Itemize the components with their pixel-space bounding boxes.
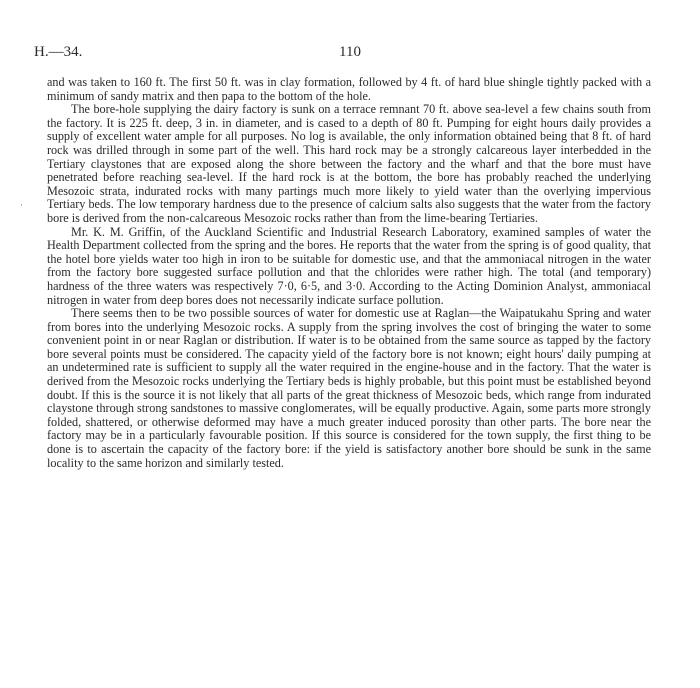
paragraph-water-analysis: Mr. K. M. Griffin, of the Auckland Scientific and Industrial Research Laboratory, examined samples of water the Health Department collected from the spring and the bores. He reports that the water from the spring is of good quality, that the hotel bore yields water too high in iron to be suitable for domestic use, and that the ammoniacal nitrogen in the water from the factory bore suggested surface pollution and that the chlorides were rather high. The total (and temporary) hardness of the three waters was respectively 7·0, 6·5, and 3·0. According to the Acting Dominion Analyst, ammoniacal nitrogen in water from deep bores does not necessarily indicate surface pollution. (47, 224, 651, 307)
report-reference: H.—34. (34, 44, 83, 60)
page-number: 110 (339, 44, 361, 60)
paragraph-water-sources: There seems then to be two possible sources of water for domestic use at Raglan—the Waipatukahu Spring and water from bores into the underlying Mesozoic rocks. A supply from the spring involves the cost of bringing the water to some convenient point in or near Raglan or distribution. If water is to be obtained from the same source as tapped by the factory bore several points must be considered. The capacity yield of the factory bore is not known; eight hours' daily pumping at an undetermined rate is sufficient to supply all the water required in the engine-house and in the factory. That the water is derived from the Mesozoic rocks underlying the Tertiary beds is highly probable, but this point must be established beyond doubt. If this is the source it is not likely that all parts of the great thickness of Mesozoic beds, which range from indurated claystone through strong sandstones to massive conglomerates, will be equally productive. Again, some parts more strongly folded, shattered, or otherwise deformed may have a much greater induced porosity than other parts. The bore near the factory may be in a particularly favourable position. If this source is considered for the town supply, the first thing to be done is to ascertain the capacity of the factory bore: if the yield is satisfactory another bore should be sunk in the same locality to the same horizon and similarly tested. (47, 306, 651, 470)
paragraph-continuation: and was taken to 160 ft. The first 50 ft. was in clay formation, followed by 4 ft. of hard blue shingle tightly packed with a minimum of sandy matrix and then papa to the bottom of the hole. (47, 75, 651, 103)
document-body (47, 76, 651, 470)
paragraph-dairy-factory-bore: The bore-hole supplying the dairy factory is sunk on a terrace remnant 70 ft. above sea-level a few chains south from the factory. It is 225 ft. deep, 3 in. in diameter, and is cased to a depth of 80 ft. Pumping for eight hours daily provides a supply of excellent water ample for all purposes. No log is available, the only information obtained being that 8 ft. of hard rock was drilled through in some part of the well. This hard rock may be a strongly calcareous layer interbedded in the Tertiary claystones that are exposed along the shore between the factory and the wharf and that the bore must have penetrated before reaching sea-level. If the hard rock is at the bottom, the bore has probably reached the underlying Mesozoic strata, indurated rocks with many partings much more likely to yield water than the overlying impervious Tertiary beds. The low temporary hardness due to the presence of calcium salts also suggests that the water from the factory bore is derived from the non-calcareous Mesozoic rocks rather than from the lime-bearing Tertiaries. (47, 102, 651, 225)
page-header (34, 44, 666, 64)
scan-mark: · (20, 200, 23, 210)
